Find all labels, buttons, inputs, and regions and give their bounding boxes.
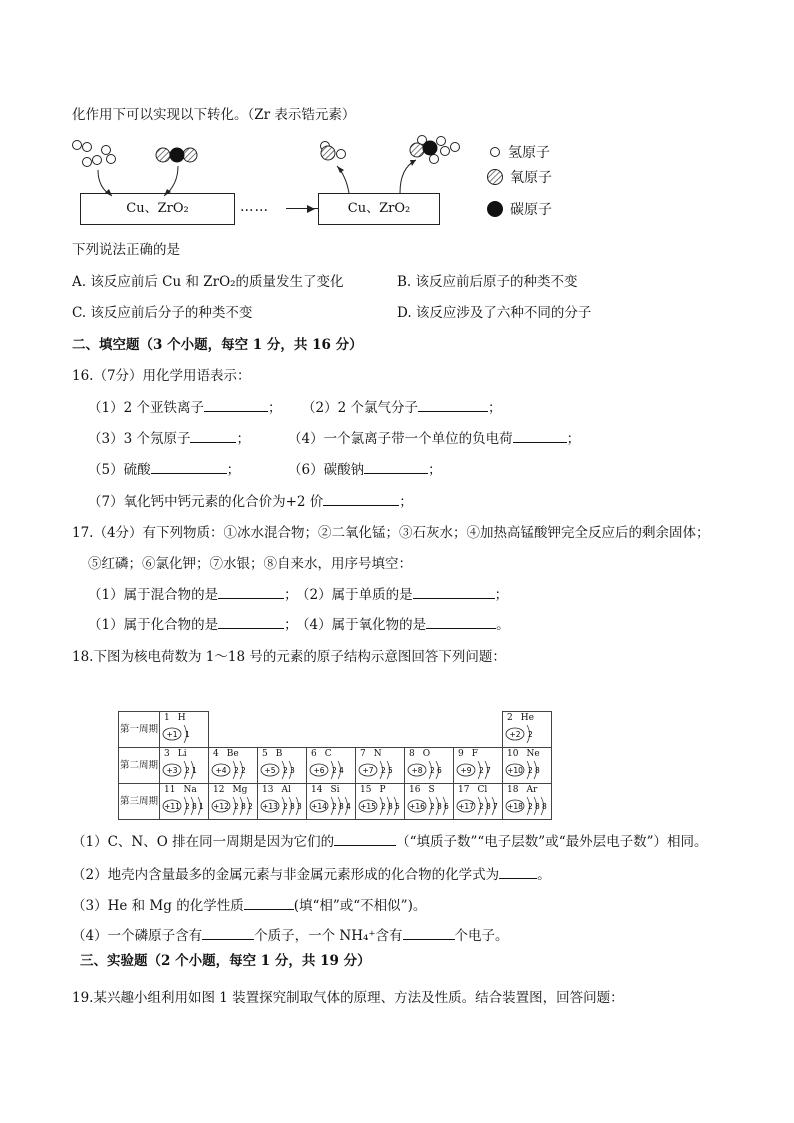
element-header: [311, 749, 332, 759]
atom-structure-diagram: [309, 759, 355, 781]
period-row-2: [119, 748, 552, 784]
q18-p2-end: 。: [537, 867, 551, 883]
shell-electron-count: 1: [185, 730, 190, 739]
shell-electron-count: 8: [535, 802, 540, 811]
nuclear-charge: +5: [264, 766, 276, 775]
section-2-title: 二、填空题（3 个小题，每空 1 分，共 16 分）: [72, 337, 363, 353]
shell-electron-count: 1: [199, 802, 204, 811]
element-symbol: Mg: [232, 785, 248, 795]
methanol-molecule-right: [410, 136, 460, 164]
q15-option-c: C. 该反应前后分子的种类不变: [72, 305, 253, 321]
element-header: [458, 785, 487, 795]
q17-part-2: [296, 583, 508, 603]
shell-electron-count: 2: [185, 802, 190, 811]
q17-p3-semi: ；: [284, 617, 298, 633]
shell-electron-count: 7: [486, 766, 491, 775]
shell-electron-count: 8: [388, 802, 393, 811]
period-label-3: 第三周期: [119, 784, 160, 820]
oxygen-atom-icon: [486, 168, 504, 186]
q16-p5-blank[interactable]: [151, 460, 227, 474]
element-header: [507, 785, 537, 795]
shell-electron-count: 2: [332, 802, 337, 811]
atomic-number: 9: [458, 749, 464, 759]
element-cell: [160, 784, 209, 820]
carbon-atom-icon: [486, 200, 504, 218]
atomic-number: 17: [458, 785, 470, 795]
shell-electron-count: 2: [479, 766, 484, 775]
hydrogen-molecules-left: [73, 141, 116, 167]
shell-electron-count: 2: [479, 802, 484, 811]
element-symbol: Si: [330, 785, 340, 795]
atom-structure-diagram: [211, 795, 257, 817]
element-symbol: B: [275, 749, 283, 759]
atom-structure-diagram: [456, 759, 502, 781]
element-header: [458, 749, 478, 759]
element-header: [262, 749, 282, 759]
shell-electron-count: 6: [437, 766, 442, 775]
element-header: [409, 749, 430, 759]
q16-p2-semi: ；: [487, 400, 502, 416]
q17-p4-blank[interactable]: [426, 615, 496, 629]
q18-p4a: （4）一个磷原子含有: [72, 928, 203, 944]
element-header: [164, 749, 187, 759]
q16-p1-semi: ；: [267, 400, 282, 416]
section-3-title: 三、实验题（2 个小题，每空 1 分，共 19 分）: [80, 953, 371, 969]
shell-electron-count: 2: [241, 766, 246, 775]
atom-structure-diagram: [309, 795, 355, 817]
q17-p1-text: （1）属于混合物的是: [88, 587, 219, 603]
element-cell: [307, 748, 356, 784]
nuclear-charge: +14: [311, 802, 327, 811]
q16-part-6: [288, 458, 442, 478]
period-row-3: [119, 784, 552, 820]
q18-p1a: （1）C、N、O 排在同一周期是因为它们的: [72, 834, 335, 850]
reaction-arrow-line: [286, 208, 318, 209]
shell-electron-count: 2: [332, 766, 337, 775]
element-symbol: Na: [183, 785, 197, 795]
period-label-1: 第一周期: [119, 712, 160, 748]
atom-structure-diagram: [162, 759, 208, 781]
legend-oxygen-label: 氧原子: [510, 170, 552, 186]
intro-text: 化作用下可以实现以下转化。（Zr 表示锆元素）: [72, 107, 356, 123]
shell-electron-count: 8: [542, 802, 547, 811]
element-header: [213, 749, 239, 759]
element-cell: [160, 712, 209, 748]
q17-p3-blank[interactable]: [218, 615, 284, 629]
nuclear-charge: +8: [411, 766, 423, 775]
nuclear-charge: +7: [362, 766, 374, 775]
shell-electron-count: 2: [528, 766, 533, 775]
shell-electron-count: 2: [283, 766, 288, 775]
period-label-2: 第二周期: [119, 748, 160, 784]
nuclear-charge: +17: [458, 802, 474, 811]
water-molecule-right: [321, 142, 346, 161]
catalyst-box-right: Cu、ZrO₂: [318, 193, 440, 225]
shell-electron-count: 2: [528, 730, 533, 739]
q15-option-a: A. 该反应前后 Cu 和 ZrO₂的质量发生了变化: [72, 274, 344, 290]
atom-structure-diagram: [505, 795, 551, 817]
shell-electron-count: 2: [234, 766, 239, 775]
atom-structure-diagram: [358, 759, 404, 781]
nuclear-charge: +4: [215, 766, 227, 775]
element-header: [213, 785, 247, 795]
atomic-number: 5: [262, 749, 268, 759]
q16-p5-semi: ；: [226, 462, 241, 478]
element-header: [360, 749, 382, 759]
q16-p6-text: （6）碳酸钠: [288, 462, 365, 478]
element-cell: [405, 784, 454, 820]
shell-electron-count: 2: [528, 802, 533, 811]
atom-structure-diagram: [162, 723, 208, 745]
atomic-structure-table: [118, 711, 552, 820]
shell-electron-count: 8: [486, 802, 491, 811]
atom-structure-diagram: [211, 759, 257, 781]
atomic-number: 4: [213, 749, 219, 759]
q17-p1-semi: ；: [284, 587, 298, 603]
atom-structure-diagram: [407, 759, 453, 781]
atomic-number: 12: [213, 785, 225, 795]
element-cell: [307, 784, 356, 820]
q16-part-4: [288, 427, 580, 447]
q17-part-3: [88, 613, 298, 633]
empty-cell: [209, 712, 503, 748]
element-header: [311, 785, 340, 795]
element-header: [262, 785, 291, 795]
q18-p4b: 个质子，一个 NH₄⁺含有: [254, 928, 403, 944]
element-cell: [454, 784, 503, 820]
shell-electron-count: 8: [339, 802, 344, 811]
q16-p3-blank[interactable]: [190, 429, 236, 443]
q17-part-4: [296, 613, 510, 633]
element-cell: [258, 784, 307, 820]
q18-p1-blank[interactable]: [334, 832, 396, 846]
element-header: [507, 713, 534, 723]
q18-part-3: [72, 894, 426, 914]
catalyst-box-left: Cu、ZrO₂: [80, 193, 235, 225]
q16-p3-semi: ；: [236, 431, 250, 447]
element-symbol: Cl: [477, 785, 488, 795]
co2-molecule-left: [156, 148, 197, 163]
shell-electron-count: 2: [381, 766, 386, 775]
atomic-number: 10: [507, 749, 519, 759]
nuclear-charge: +13: [262, 802, 278, 811]
q16-p1-text: （1）2 个亚铁离子: [88, 400, 204, 416]
q16-part-1: [88, 396, 281, 416]
element-cell: [356, 748, 405, 784]
element-symbol: N: [373, 749, 382, 759]
element-symbol: Ar: [526, 785, 538, 795]
q17-p1-blank[interactable]: [218, 585, 284, 599]
element-symbol: Al: [281, 785, 291, 795]
shell-electron-count: 3: [290, 766, 295, 775]
element-symbol: H: [177, 713, 186, 723]
atom-structure-diagram: [260, 795, 306, 817]
legend-carbon-label: 碳原子: [510, 202, 552, 218]
q17-p4-text: （4）属于氧化物的是: [296, 617, 427, 633]
shell-electron-count: 8: [290, 802, 295, 811]
q18-p3a: （3）He 和 Mg 的化学性质: [72, 898, 244, 914]
q15-option-b: B. 该反应前后原子的种类不变: [397, 274, 578, 290]
atomic-number: 2: [507, 713, 513, 723]
atom-structure-diagram: [162, 795, 208, 817]
atom-structure-diagram: [456, 795, 502, 817]
shell-electron-count: 2: [248, 802, 253, 811]
nuclear-charge: +2: [509, 730, 521, 739]
element-header: [164, 785, 197, 795]
q18-p4-blank-2[interactable]: [403, 926, 455, 940]
element-symbol: He: [520, 713, 534, 723]
element-header: [507, 749, 540, 759]
q16-stem: 16.（7分）用化学用语表示：: [72, 368, 251, 384]
q18-p3-blank[interactable]: [244, 896, 294, 910]
q16-p4-blank[interactable]: [513, 429, 567, 443]
element-header: [360, 785, 386, 795]
nuclear-charge: +18: [507, 802, 523, 811]
q16-p2-blank[interactable]: [418, 398, 488, 412]
shell-electron-count: 8: [192, 802, 197, 811]
shell-electron-count: 4: [346, 802, 351, 811]
shell-electron-count: 5: [395, 802, 400, 811]
q16-p1-blank[interactable]: [204, 398, 268, 412]
element-cell: [503, 784, 552, 820]
element-cell: [503, 712, 552, 748]
element-cell: [209, 784, 258, 820]
shell-electron-count: 7: [493, 802, 498, 811]
atomic-number: 16: [409, 785, 421, 795]
legend-oxygen: [486, 167, 552, 187]
atom-structure-diagram: [260, 759, 306, 781]
atomic-number: 3: [164, 749, 170, 759]
legend-hydrogen: [488, 142, 550, 162]
shell-electron-count: 3: [297, 802, 302, 811]
q18-p2: （2）地壳内含量最多的金属元素与非金属元素形成的化合物的化学式为: [72, 867, 500, 883]
atomic-number: 11: [164, 785, 176, 795]
atom-structure-diagram: [505, 723, 551, 745]
shell-electron-count: 2: [381, 802, 386, 811]
element-symbol: Be: [226, 749, 239, 759]
shell-electron-count: 2: [185, 766, 190, 775]
q16-p6-blank[interactable]: [364, 460, 428, 474]
q16-p4-semi: ；: [566, 431, 581, 447]
shell-electron-count: 2: [234, 802, 239, 811]
nuclear-charge: +10: [507, 766, 523, 775]
element-cell: [454, 748, 503, 784]
legend-hydrogen-label: 氢原子: [508, 145, 550, 161]
q18-p4-blank-1[interactable]: [202, 926, 254, 940]
q16-p7-blank[interactable]: [323, 492, 399, 506]
atomic-number: 7: [360, 749, 366, 759]
atom-structure-diagram: [407, 795, 453, 817]
atom-structure-diagram: [505, 759, 551, 781]
atomic-number: 13: [262, 785, 274, 795]
element-cell: [258, 748, 307, 784]
atomic-number: 15: [360, 785, 372, 795]
nuclear-charge: +1: [166, 730, 178, 739]
period-row-1: [119, 712, 552, 748]
atomic-number: 18: [507, 785, 519, 795]
element-header: [164, 713, 186, 723]
element-cell: [503, 748, 552, 784]
atom-structure-diagram: [358, 795, 404, 817]
q16-p7-semi: ；: [399, 494, 413, 510]
q17-p4-end: 。: [496, 617, 510, 633]
q16-p5-text: （5）硫酸: [88, 462, 151, 478]
shell-electron-count: 8: [535, 766, 540, 775]
element-symbol: S: [428, 785, 435, 795]
q16-p2-text: （2）2 个氯气分子: [302, 400, 418, 416]
q18-part-1: [72, 830, 708, 850]
legend-carbon: [486, 199, 552, 219]
q17-p3-text: （1）属于化合物的是: [88, 617, 219, 633]
shell-electron-count: 5: [388, 766, 393, 775]
q16-p6-semi: ；: [428, 462, 442, 478]
q19-stem: 19.某兴趣小组利用如图 1 装置探究制取气体的原理、方法及性质。结合装置图，回答问题：: [72, 990, 624, 1006]
shell-electron-count: 8: [437, 802, 442, 811]
element-cell: [209, 748, 258, 784]
nuclear-charge: +11: [164, 802, 180, 811]
element-cell: [405, 748, 454, 784]
shell-electron-count: 2: [430, 802, 435, 811]
q16-p7-text: （7）氧化钙中钙元素的化合价为+2 价: [88, 494, 324, 510]
atomic-number: 1: [164, 713, 170, 723]
nuclear-charge: +9: [460, 766, 472, 775]
q18-p3b: (填“相”或“不相似”)。: [293, 898, 427, 914]
q17-p2-blank[interactable]: [413, 585, 495, 599]
q15-stem: 下列说法正确的是: [72, 242, 180, 258]
nuclear-charge: +6: [313, 766, 325, 775]
element-symbol: Li: [177, 749, 187, 759]
nuclear-charge: +3: [166, 766, 178, 775]
nuclear-charge: +12: [213, 802, 229, 811]
shell-electron-count: 8: [241, 802, 246, 811]
q17-p2-text: （2）属于单质的是: [296, 587, 413, 603]
atomic-number: 14: [311, 785, 323, 795]
shell-electron-count: 6: [444, 802, 449, 811]
atomic-number: 6: [311, 749, 317, 759]
q18-p2-blank[interactable]: [499, 865, 537, 879]
shell-electron-count: 2: [430, 766, 435, 775]
hydrogen-atom-icon: [488, 145, 502, 159]
q16-part-3: [88, 427, 250, 447]
q17-line-2: ⑤红磷；⑥氯化钾；⑦水银；⑧自来水，用序号填空：: [88, 556, 412, 572]
q16-p4-text: （4）一个氯离子带一个单位的负电荷: [288, 431, 513, 447]
element-header: [409, 785, 435, 795]
element-symbol: F: [471, 749, 478, 759]
q18-part-4: [72, 924, 509, 944]
q18-part-2: [72, 863, 551, 883]
arrow-head-icon: [307, 205, 315, 213]
element-cell: [160, 748, 209, 784]
element-symbol: P: [379, 785, 386, 795]
shell-electron-count: 2: [283, 802, 288, 811]
q18-stem: 18.下图为核电荷数为 1～18 号的元素的原子结构示意图回答下列问题：: [72, 649, 506, 665]
atomic-number: 8: [409, 749, 415, 759]
shell-electron-count: 1: [192, 766, 197, 775]
element-cell: [356, 784, 405, 820]
element-symbol: O: [422, 749, 431, 759]
q18-p4c: 个电子。: [454, 928, 509, 944]
q16-part-2: [302, 396, 501, 416]
element-symbol: Ne: [526, 749, 540, 759]
nuclear-charge: +16: [409, 802, 425, 811]
q18-p1b: （“填质子数”“电子层数”或“最外层电子数”）相同。: [396, 834, 708, 850]
q17-part-1: [88, 583, 298, 603]
q16-p3-text: （3）3 个氖原子: [88, 431, 191, 447]
element-symbol: C: [324, 749, 332, 759]
reaction-dots: ……: [240, 199, 269, 215]
q17-line-1: 17.（4分）有下列物质：①冰水混合物；②二氧化锰；③石灰水；④加热高锰酸钾完全反应后的剩余固体；: [72, 525, 710, 541]
q16-part-7: [88, 490, 413, 510]
q16-part-5: [88, 458, 240, 478]
shell-electron-count: 4: [339, 766, 344, 775]
q15-option-d: D. 该反应涉及了六种不同的分子: [397, 305, 592, 321]
q17-p2-semi: ；: [494, 587, 509, 603]
nuclear-charge: +15: [360, 802, 376, 811]
